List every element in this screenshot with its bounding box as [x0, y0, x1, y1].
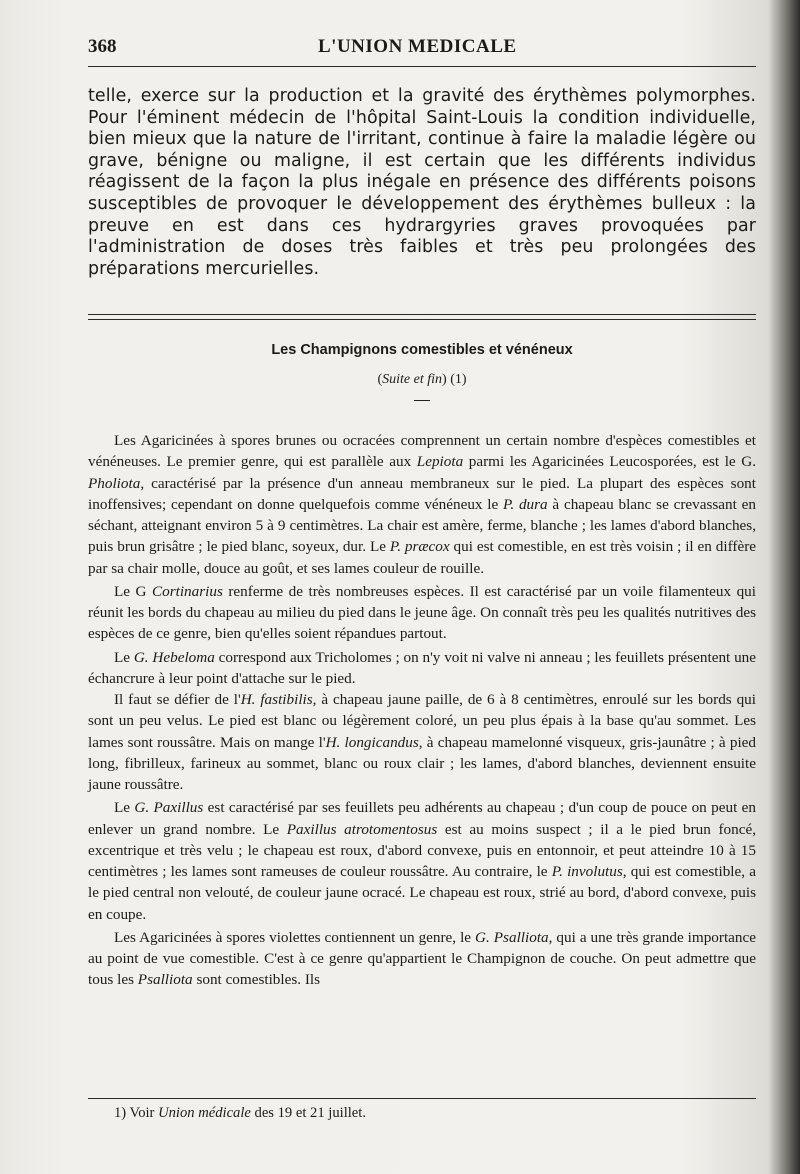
genus-paxillus: G. Paxillus — [134, 799, 204, 817]
subtitle-italic: Suite et fin — [382, 372, 443, 387]
species-praecox: P. præcox — [389, 538, 450, 556]
paragraph-2: Le G Cortinarius renferme de très nombreuses espèces. Il est caractérisé par un voile filamenteux qui réunit les bords du chapeau au milieu du pied dans le jeune âge. On connaît très peu les qualités nutritives des espèces de ce genre, bien qu'elles soient répandues partout. — [88, 582, 756, 643]
genus-lepiota: Lepiota — [416, 453, 464, 471]
paragraph-3: Le G. Hebeloma correspond aux Tricholomes ; on n'y voit ni valve ni anneau ; les feuillets présentent une échancrure à leur point d'attache sur le pied. — [88, 648, 757, 687]
running-title: L'UNION MEDICALE — [318, 36, 517, 57]
footnote-rule — [88, 1098, 756, 1099]
section-subtitle: (Suite et fin) (1) — [377, 372, 467, 387]
species-fastibilis: H. fastibilis — [240, 691, 313, 708]
species-involutus: P. involutus — [551, 863, 623, 880]
species-longicandus: H. longicandus — [325, 733, 419, 751]
article-body — [88, 430, 756, 991]
genus-hebeloma: G. Hebeloma — [133, 648, 215, 666]
genus-psalliota-2: Psalliota — [137, 971, 193, 989]
header-rule — [88, 66, 756, 67]
genus-pholiota: Pholiota — [88, 474, 141, 492]
subtitle-note: (1) — [450, 372, 467, 387]
paragraph-6: Les Agaricinées à spores violettes contiennent un genre, le G. Psalliota, qui a une très grande importance au point de vue comestible. C'est à ce genre qu'appartient le Champignon de couche. On peut admettre que tous les Psalliota sont comestibles. Ils — [88, 928, 756, 989]
section-title: Les Champignons comestibles et vénéneux — [271, 342, 573, 358]
section-rule-bottom — [88, 319, 756, 320]
page-header — [88, 36, 738, 60]
page-number: 368 — [88, 36, 117, 57]
paragraph-4: Il faut se défier de l'H. fastibilis, à chapeau jaune paille, de 6 à 8 centimètres, enroulé sur les bords qui sont un peu velus. Le pied est blanc ou légèrement coloré, un peu plus épais à la base qu'au sommet. Les lames sont roussâtre. Mais on mange l'H. longicandus, à chapeau mamelonné visqueux, gris-jaunâtre ; à pied long, fibrilleux, farineux au sommet, blanc ou roux clair ; les lames, d'abord blanches, deviennent ensuite jaune roussâtre. — [88, 691, 756, 793]
journal-title: Union médicale — [158, 1105, 251, 1121]
subtitle-dash — [414, 400, 430, 401]
paragraph-5: Le G. Paxillus est caractérisé par ses feuillets peu adhérents au chapeau ; d'un coup de pouce on peut en enlever un grand nombre. Le Paxillus atrotomentosus est au moins suspect ; il a le pied brun foncé, excentrique et très velu ; le chapeau est roux, d'abord convexe, puis en entonnoir, et peut atteindre 10 à 15 centimètres ; les lames sont rameuses de couleur roussâtre. Au contraire, le P. involutus, qui est comestible, a le pied central non velouté, de couleur jaune ocracé. Le chapeau est roux, strié au bord, d'abord convexe, puis en coupe. — [88, 799, 757, 923]
section-rule-top — [88, 314, 756, 315]
opening-paragraph: telle, exerce sur la production et la gravité des érythèmes polymorphes. Pour l'éminent médecin de l'hôpital Saint-Louis la condition individuelle, bien mieux que la nature de l'irritant, continue à faire la maladie légère ou grave, bénigne ou maligne, il est certain que les différents individus réagissent de la façon la plus inégale en présence des différents poisons susceptibles de provoquer le développement des érythèmes bulleux : la preuve en est dans ces hydrargyries graves provoquées par l'administration de doses très faibles et très peu prolongées des préparations mercurielles. — [88, 86, 756, 279]
species-atrotomentosus: Paxillus atrotomentosus — [286, 820, 438, 838]
species-dura: P. dura — [503, 495, 548, 513]
paragraph-1: Les Agaricinées à spores brunes ou ocracées comprennent un certain nombre d'espèces comestibles et vénéneuses. Le premier genre, qui est parallèle aux Lepiota parmi les Agaricinées Leucosporées, est le G. Pholiota, caractérisé par la présence d'un anneau membraneux sur le pied. La plupart des espèces sont inoffensives; cependant on donne quelquefois comme vénéneux le P. dura à chapeau blanc se crevassant en séchant, atteignant environ 5 à 9 centimètres. La chair est amère, ferme, blanche ; les lames d'abord blanches, puis brun grisâtre ; le pied blanc, soyeux, dur. Le P. præcox qui est comestible, en est très voisin ; il en diffère par sa chair molle, douce au goût, et ses lames couleur de rouille. — [88, 432, 757, 577]
genus-cortinarius: Cortinarius — [151, 582, 223, 600]
genus-psalliota: G. Psalliota — [475, 928, 549, 946]
footnote: 1) Voir Union médicale des 19 et 21 juillet. — [114, 1105, 366, 1121]
